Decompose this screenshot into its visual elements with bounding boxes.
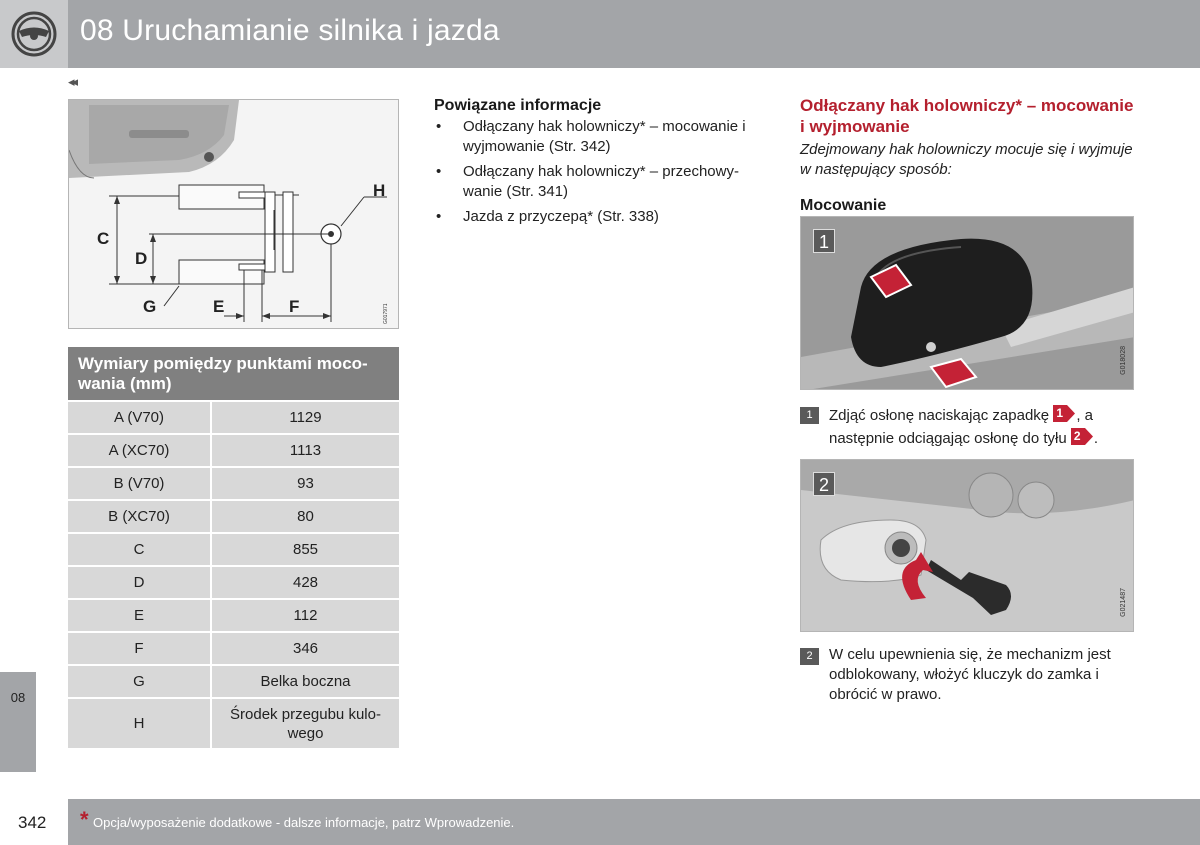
- cover-removal-photo: [800, 216, 1134, 390]
- table-cell-key: D: [68, 567, 210, 598]
- table-cell-key: A (XC70): [68, 435, 210, 466]
- page-number: 342: [18, 813, 47, 832]
- chapter-side-tab-label: 08: [10, 690, 26, 705]
- table-cell-key: B (V70): [68, 468, 210, 499]
- table-row: [68, 400, 399, 433]
- related-link[interactable]: • Odłączany hak holowniczy* – mocowanie i wyjmowanie (Str. 342): [434, 117, 774, 157]
- table-row: [68, 466, 399, 499]
- dimensions-table: [68, 347, 399, 748]
- related-info-list: [434, 117, 774, 227]
- label-h: H: [373, 181, 386, 200]
- related-info-section: [434, 97, 774, 232]
- step-1: [800, 404, 1140, 450]
- table-cell-key: G: [68, 666, 210, 697]
- step-text: Zdjąć osłonę naciskając zapadkę: [829, 407, 1050, 424]
- label-f: F: [289, 297, 300, 316]
- table-cell-value: 346: [212, 633, 399, 664]
- table-cell-key: B (XC70): [68, 501, 210, 532]
- footnote-text: Opcja/wyposażenie dodatkowe - dalsze informacje, patrz Wprowadzenie.: [93, 815, 515, 830]
- marker-arrow-icon: [1053, 405, 1076, 422]
- step-text: .: [1093, 430, 1099, 447]
- towbar-dimension-figure: [68, 99, 399, 329]
- table-cell-value: 855: [212, 534, 399, 565]
- table-row: [68, 631, 399, 664]
- table-row: [68, 664, 399, 697]
- related-link[interactable]: • Odłączany hak holowniczy* – przechowy-wanie (Str. 341): [434, 162, 774, 202]
- table-cell-value: Belka boczna: [212, 666, 399, 697]
- section-title: Odłączany hak holowniczy* – mocowanie i wyjmowanie: [800, 96, 1134, 136]
- chapter-icon-box: [0, 0, 68, 68]
- cover-removal-illustration: [801, 217, 1134, 390]
- double-left-arrow-icon[interactable]: ◂◂: [68, 74, 76, 89]
- step-number: 1: [800, 407, 819, 424]
- marker-number: 2: [1073, 429, 1081, 443]
- table-row: [68, 532, 399, 565]
- table-cell-key: A (V70): [68, 402, 210, 433]
- table-cell-value: 112: [212, 600, 399, 631]
- table-cell-key: F: [68, 633, 210, 664]
- table-cell-value: 93: [212, 468, 399, 499]
- label-c: C: [97, 229, 110, 248]
- page-header: [0, 0, 1200, 68]
- footnote-star: *: [80, 807, 89, 832]
- table-cell-value: 1113: [212, 435, 399, 466]
- table-cell-value: 428: [212, 567, 399, 598]
- step-text: W celu upewnienia się, że mechanizm jest odblokowany, włożyć kluczyk do zamka i obrócić w prawo.: [829, 646, 1111, 703]
- chapter-title: 08 Uruchamianie silnika i jazda: [80, 14, 500, 47]
- table-row: [68, 697, 399, 748]
- table-row: [68, 565, 399, 598]
- photo-code: G021487: [1120, 588, 1127, 617]
- photo-code: G018028: [1120, 346, 1127, 375]
- towbar-diagram: [69, 100, 399, 329]
- key-unlock-photo: [800, 459, 1134, 632]
- marker-arrow-icon: [1071, 428, 1094, 445]
- key-unlock-illustration: [801, 460, 1134, 632]
- table-header: Wymiary pomiędzy punktami moco-wania (mm): [68, 347, 399, 400]
- label-e: E: [213, 297, 225, 316]
- photo-step-number: 1: [813, 229, 835, 253]
- related-info-heading: Powiązane informacje: [434, 97, 602, 114]
- mounting-section: [800, 95, 1140, 215]
- step-2: [800, 645, 1140, 705]
- table-cell-value: 80: [212, 501, 399, 532]
- chapter-side-tab[interactable]: [0, 672, 36, 772]
- photo-step-number: 2: [813, 472, 835, 496]
- step-number: 2: [800, 648, 819, 665]
- table-row: [68, 598, 399, 631]
- label-g: G: [143, 297, 157, 316]
- table-cell-key: H: [68, 699, 210, 748]
- section-intro: Zdejmowany hak holowniczy mocuje się i wyjmuje w następujący sposób:: [800, 141, 1133, 178]
- related-link[interactable]: • Jazda z przyczepą* (Str. 338): [434, 207, 774, 227]
- section-subheading: Mocowanie: [800, 197, 887, 214]
- marker-number: 1: [1056, 406, 1063, 420]
- label-d: D: [135, 249, 148, 268]
- steering-wheel-icon: [10, 10, 58, 58]
- table-row: [68, 433, 399, 466]
- table-row: [68, 499, 399, 532]
- table-cell-key: E: [68, 600, 210, 631]
- table-cell-value: Środek przegubu kulo-wego: [212, 699, 399, 748]
- table-cell-key: C: [68, 534, 210, 565]
- figure-code: G017971: [383, 303, 389, 324]
- step-text: , a następnie odciągając osłonę do tyłu: [829, 407, 1093, 447]
- table-cell-value: 1129: [212, 402, 399, 433]
